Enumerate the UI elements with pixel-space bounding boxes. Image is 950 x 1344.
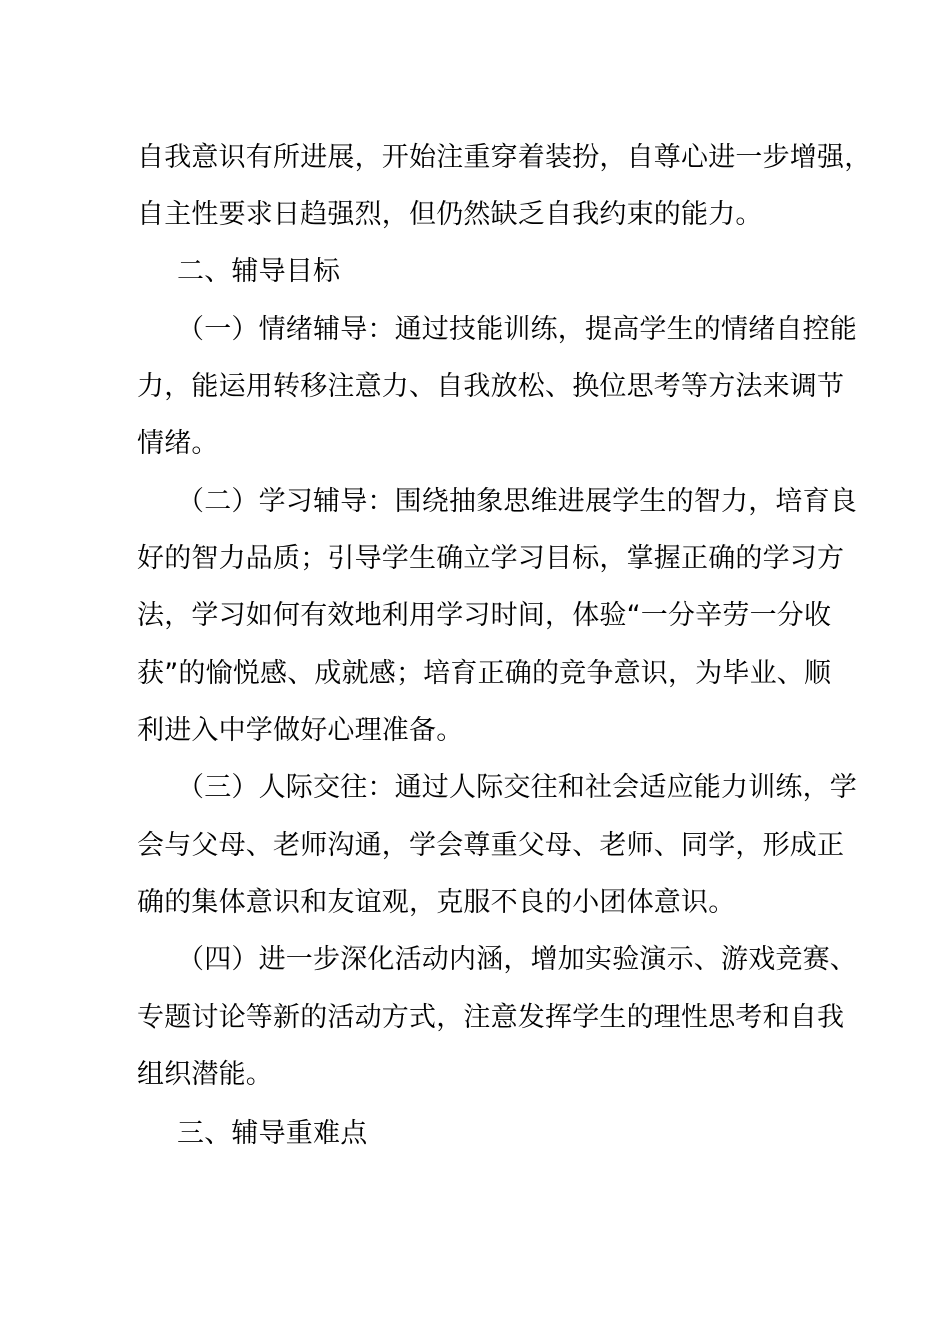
- paragraph-line: 自主性要求日趋强烈，但仍然缺乏自我约束的能力。: [137, 199, 763, 230]
- paragraph-line: 获”的愉悦感、成就感；培育正确的竞争意识，为毕业、顺: [137, 658, 832, 689]
- paragraph-line: （二）学习辅导：围绕抽象思维进展学生的智力，培育良: [177, 486, 857, 517]
- paragraph-line: 好的智力品质；引导学生确立学习目标，掌握正确的学习方: [137, 543, 845, 574]
- paragraph-line: 法，学习如何有效地利用学习时间，体验“一分辛劳一分收: [137, 600, 832, 631]
- paragraph-line: 会与父母、老师沟通，学会尊重父母、老师、同学，形成正: [137, 830, 845, 861]
- section-heading: 二、辅导目标: [177, 256, 341, 287]
- paragraph-line: 情绪。: [137, 428, 219, 459]
- paragraph-line: （四）进一步深化活动内涵，增加实验演示、游戏竞赛、: [177, 944, 857, 975]
- section-heading: 三、辅导重难点: [177, 1118, 368, 1149]
- paragraph-line: （三）人际交往：通过人际交往和社会适应能力训练，学: [177, 772, 857, 803]
- paragraph-line: 组织潜能。: [137, 1059, 273, 1090]
- paragraph-line: （一）情绪辅导：通过技能训练，提高学生的情绪自控能: [177, 314, 857, 345]
- paragraph-line: 力，能运用转移注意力、自我放松、换位思考等方法来调节: [137, 371, 845, 402]
- paragraph-line: 利进入中学做好心理准备。: [137, 715, 464, 746]
- paragraph-line: 专题讨论等新的活动方式，注意发挥学生的理性思考和自我: [137, 1002, 845, 1033]
- paragraph-line: 确的集体意识和友谊观，克服不良的小团体意识。: [137, 887, 736, 918]
- paragraph-line: 自我意识有所进展，开始注重穿着装扮，自尊心进一步增强，: [137, 142, 872, 173]
